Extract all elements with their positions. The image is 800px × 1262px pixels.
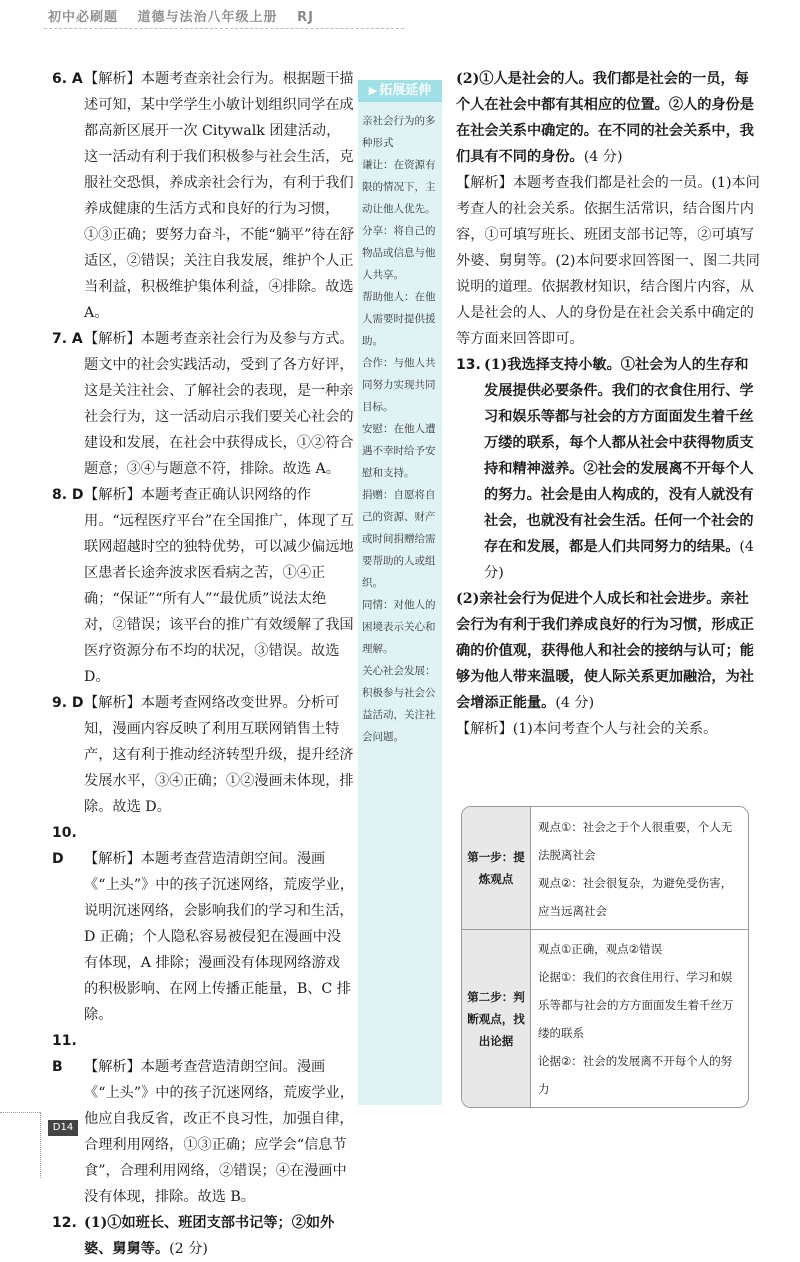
answer-number: 11. B [52, 1033, 77, 1075]
triangle-icon: ▶ [368, 84, 378, 97]
answer-number: 7. A [52, 331, 83, 347]
running-header [48, 6, 328, 25]
answer-12-analysis: 【解析】本题考查我们都是社会的一员。(1)本问考查人的社会关系。依据生活常识，结合图片内容，①可填写班长、班团支部书记等，②可填写外婆、舅舅等。(2)本问要求回答图一、图二共同说明的道理。依据教材知识，结合图片内容，从人是社会的人、人的身份是在社会关系中确定的等方面来回答即可。 [456, 175, 760, 347]
left-column [52, 66, 354, 1262]
table-line: 观点①正确，观点②错误 [538, 942, 663, 956]
answer-number: 6. A [52, 71, 83, 87]
sidebar-line: 亲社会行为的多种形式 [362, 115, 436, 149]
step1-label: 第一步：提炼观点 [462, 807, 530, 929]
answer-text: 【解析】本题考查亲社会行为及参与方式。题文中的社会实践活动，受到了各方好评，这是关注社会、了解社会的表现，是一种亲社会行为，这一活动启示我们要关心社会的建设和发展，在社会中获得成长，①②符合题意；③④与题意不符，排除。故选 A。 [84, 331, 354, 477]
answer-13-1: 13. (1)我选择支持小敏。①社会为人的生存和发展提供必要条件。我们的衣食住用行、学习和娱乐等都与社会的方方面面发生着千丝万缕的联系，每个人都从社会中获得物质支持和精神滋养。②社会的发展离不开每个人的努力。社会是由人构成的，没有人就没有社会，也就没有社会生活。任何一个社会的存在和发展，都是人们共同努力的结果。(4 分) [456, 352, 762, 586]
answer-score: (4 分) [555, 695, 595, 711]
header-divider [44, 28, 404, 29]
header-edition: RJ [297, 10, 314, 25]
step2-label: 第二步：判断观点，找出论据 [462, 930, 530, 1107]
answer-item-12 [52, 1210, 354, 1262]
answer-score: (4 分) [583, 149, 623, 165]
page-number: D14 [48, 1120, 78, 1136]
sidebar-title: ▶ 拓展延伸 [358, 80, 442, 102]
analysis-table [461, 806, 749, 1108]
step1-content [538, 813, 742, 925]
answer-13-analysis: 【解析】(1)本问考查个人与社会的关系。 [456, 721, 718, 737]
answer-13-2: (2)亲社会行为促进个人成长和社会进步。亲社会行为有利于我们养成良好的行为习惯，形成正确的价值观，获得他人和社会的接纳与认可；能够为他人带来温暖，使人际关系更加融洽，为社会增添正能量。(4 分) [456, 591, 754, 711]
right-column [456, 66, 762, 742]
sidebar-line: 关心社会发展：积极参与社会公益活动，关注社会问题。 [362, 665, 436, 743]
answer-12-2: (2)①人是社会的人。我们都是社会的一员，每个人在社会中都有其相应的位置。②人的身份是在社会关系中确定的。在不同的社会关系中，我们具有不同的身份。(4 分) [456, 71, 754, 165]
answer-text: 【解析】本题考查亲社会行为。根据题干描述可知，某中学学生小敏计划组织同学在成都高新区展开一次 Citywalk 团建活动，这一活动有利于我们积极参与社会生活，克服社交恐惧，养成亲社会行为，有利于我们养成健康的生活方式和良好的行为习惯，①③正确；要努力奋斗，不能“躺平”待在舒适区，②错误；关注自我发展，维护个人正当利益，积极维护集体利益，④排除。故选 A。 [84, 71, 354, 321]
answer-score: (2 分) [169, 1241, 208, 1257]
answer-text: 【解析】本题考查网络改变世界。分析可知，漫画内容反映了利用互联网销售土特产，这有利于推动经济转型升级，提升经济发展水平，③④正确；①②漫画未体现，排除。故选 D。 [84, 695, 354, 815]
table-line: 观点②：社会很复杂，为避免受伤害，应当远离社会 [538, 876, 733, 918]
answer-text: 【解析】本题考查营造清朗空间。漫画《“上头”》中的孩子沉迷网络，荒废学业，说明沉迷网络，会影响我们的学习和生活，D 正确；个人隐私容易被侵犯在漫画中没有体现，A 排除；漫画没有体现网络游戏的积极影响、在网上传播正能量，B、C 排除。 [84, 851, 354, 1023]
answer-text: (1)①如班长、班团支部书记等；②如外婆、舅舅等。 [84, 1215, 335, 1257]
answer-score: (4 分) [484, 539, 754, 581]
answer-item [52, 820, 354, 1028]
answer-item [52, 326, 354, 482]
step2-content [538, 935, 742, 1103]
answer-item [52, 482, 354, 690]
sidebar-line: 帮助他人：在他人需要时提供援助。 [362, 291, 436, 347]
answer-number: 8. D [52, 487, 84, 503]
table-divider [530, 807, 531, 1107]
sidebar-line: 分享：将自己的物品或信息与他人共享。 [362, 225, 436, 281]
sidebar-body [362, 110, 440, 748]
sidebar-line: 同情：对他人的困境表示关心和理解。 [362, 599, 436, 655]
table-line: 观点①：社会之于个人很重要，个人无法脱离社会 [538, 820, 733, 862]
corner-dotted-line [40, 1112, 41, 1178]
extension-sidebar [358, 80, 442, 1105]
header-series: 初中必刷题 [48, 10, 119, 25]
sidebar-line: 捐赠：自愿将自己的资源、财产或时间捐赠给需要帮助的人或组织。 [362, 489, 436, 589]
answer-number: 9. D [52, 695, 84, 711]
answer-item [52, 690, 354, 820]
answer-item [52, 66, 354, 326]
answer-number: 10. D [52, 825, 77, 867]
answer-text: 【解析】本题考查营造清朗空间。漫画《“上头”》中的孩子沉迷网络，荒废学业，他应自我反省，改正不良习性，加强自律，合理利用网络，①③正确；应学会“信息节食”，合理利用网络，②错误；④在漫画中没有体现，排除。故选 B。 [84, 1059, 354, 1205]
sidebar-line: 合作：与他人共同努力实现共同目标。 [362, 357, 436, 413]
answer-item [52, 1028, 354, 1210]
sidebar-line: 谦让：在资源有限的情况下，主动让他人优先。 [362, 159, 436, 215]
table-line: 论据②：社会的发展离不开每个人的努力 [538, 1054, 733, 1096]
sidebar-line: 安慰：在他人遭遇不幸时给予安慰和支持。 [362, 423, 436, 479]
corner-dotted-line [0, 1112, 40, 1113]
header-subject: 道德与法治八年级上册 [137, 10, 278, 25]
table-line: 论据①：我们的衣食住用行、学习和娱乐等都与社会的方方面面发生着千丝万缕的联系 [538, 970, 734, 1040]
answer-number: 13. [456, 357, 481, 373]
answer-number: 12. [52, 1215, 77, 1231]
answer-text: 【解析】本题考查正确认识网络的作用。“远程医疗平台”在全国推广，体现了互联网超越时空的独特优势，可以减少偏远地区患者长途奔波求医看病之苦，①④正确；“保证”“所有人”“最优质”说法太绝对，②错误；该平台的推广有效缓解了我国医疗资源分布不均的状况，③错误。故选 D。 [84, 487, 354, 685]
